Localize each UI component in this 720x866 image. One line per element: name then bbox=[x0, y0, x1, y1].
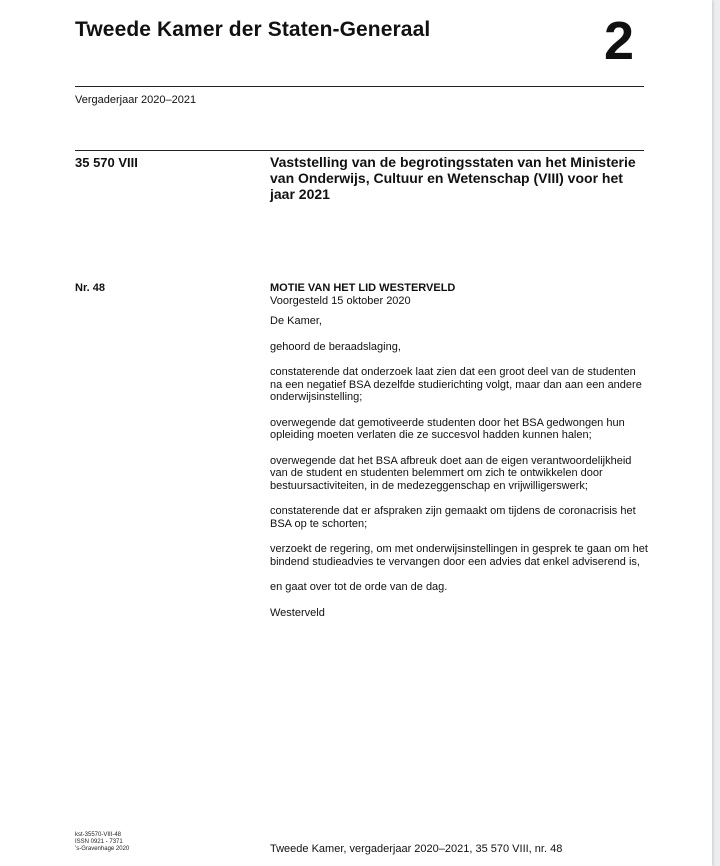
colophon bbox=[75, 832, 129, 853]
motion-title: MOTIE VAN HET LID WESTERVELD bbox=[270, 282, 456, 294]
kst-number: 35 570 VIII bbox=[75, 155, 138, 170]
page-footer: Tweede Kamer, vergaderjaar 2020–2021, 35 570 VIII, nr. 48 bbox=[270, 843, 563, 855]
paragraph-considering-research: constaterende dat onderzoek laat zien dat een groot deel van de studenten na een negatief BSA dezelfde studierichting volgt, maar dan aan een andere onderwijsinstelling; bbox=[270, 366, 642, 403]
bill-divider bbox=[75, 150, 644, 151]
document-number: 2 bbox=[604, 11, 635, 71]
colophon-kst: kst-35570-VIII-48 bbox=[75, 832, 122, 838]
motion-body bbox=[270, 282, 650, 632]
header-divider bbox=[75, 86, 644, 87]
chamber-title: Tweede Kamer der Staten-Generaal bbox=[75, 18, 431, 41]
motion-number: Nr. 48 bbox=[75, 282, 105, 294]
session-year: Vergaderjaar 2020–2021 bbox=[75, 94, 197, 106]
signature-name: Westerveld bbox=[270, 606, 325, 619]
paragraph-whereas-motivated: overwegende dat gemotiveerde studenten door het BSA gedwongen hun opleiding moeten verlaten die ze succesvol hadden kunnen halen; bbox=[270, 416, 625, 441]
paragraph-whereas-responsibility: overwegende dat het BSA afbreuk doet aan de eigen verantwoordelijkheid van de student en studenten belemmert om zich te ontwikkelen door bestuursactiviteiten, in de medezeggenschap en vrijwilligerswerk; bbox=[270, 454, 632, 492]
paragraph-considering-corona: constaterende dat er afspraken zijn gemaakt om tijdens de coronacrisis het BSA op te schorten; bbox=[270, 505, 636, 530]
bill-title: Vaststelling van de begrotingsstaten van het Ministerie van Onderwijs, Cultuur en Wetenschap (VIII) voor het jaar 2021 bbox=[270, 154, 636, 202]
paragraph-request: verzoekt de regering, om met onderwijsinstellingen in gesprek te gaan om het bindend studieadvies te vervangen door een advies dat enkel adviserend is, bbox=[270, 543, 648, 568]
motion-date: Voorgesteld 15 oktober 2020 bbox=[270, 294, 411, 307]
colophon-place: ’s-Gravenhage 2020 bbox=[75, 846, 130, 852]
paragraph-salutation: De Kamer, bbox=[270, 315, 322, 327]
colophon-issn: ISSN 0921 - 7371 bbox=[75, 839, 123, 845]
paragraph-deliberation: gehoord de beraadslaging, bbox=[270, 340, 401, 353]
paragraph-order-of-day: en gaat over tot de orde van de dag. bbox=[270, 581, 448, 593]
